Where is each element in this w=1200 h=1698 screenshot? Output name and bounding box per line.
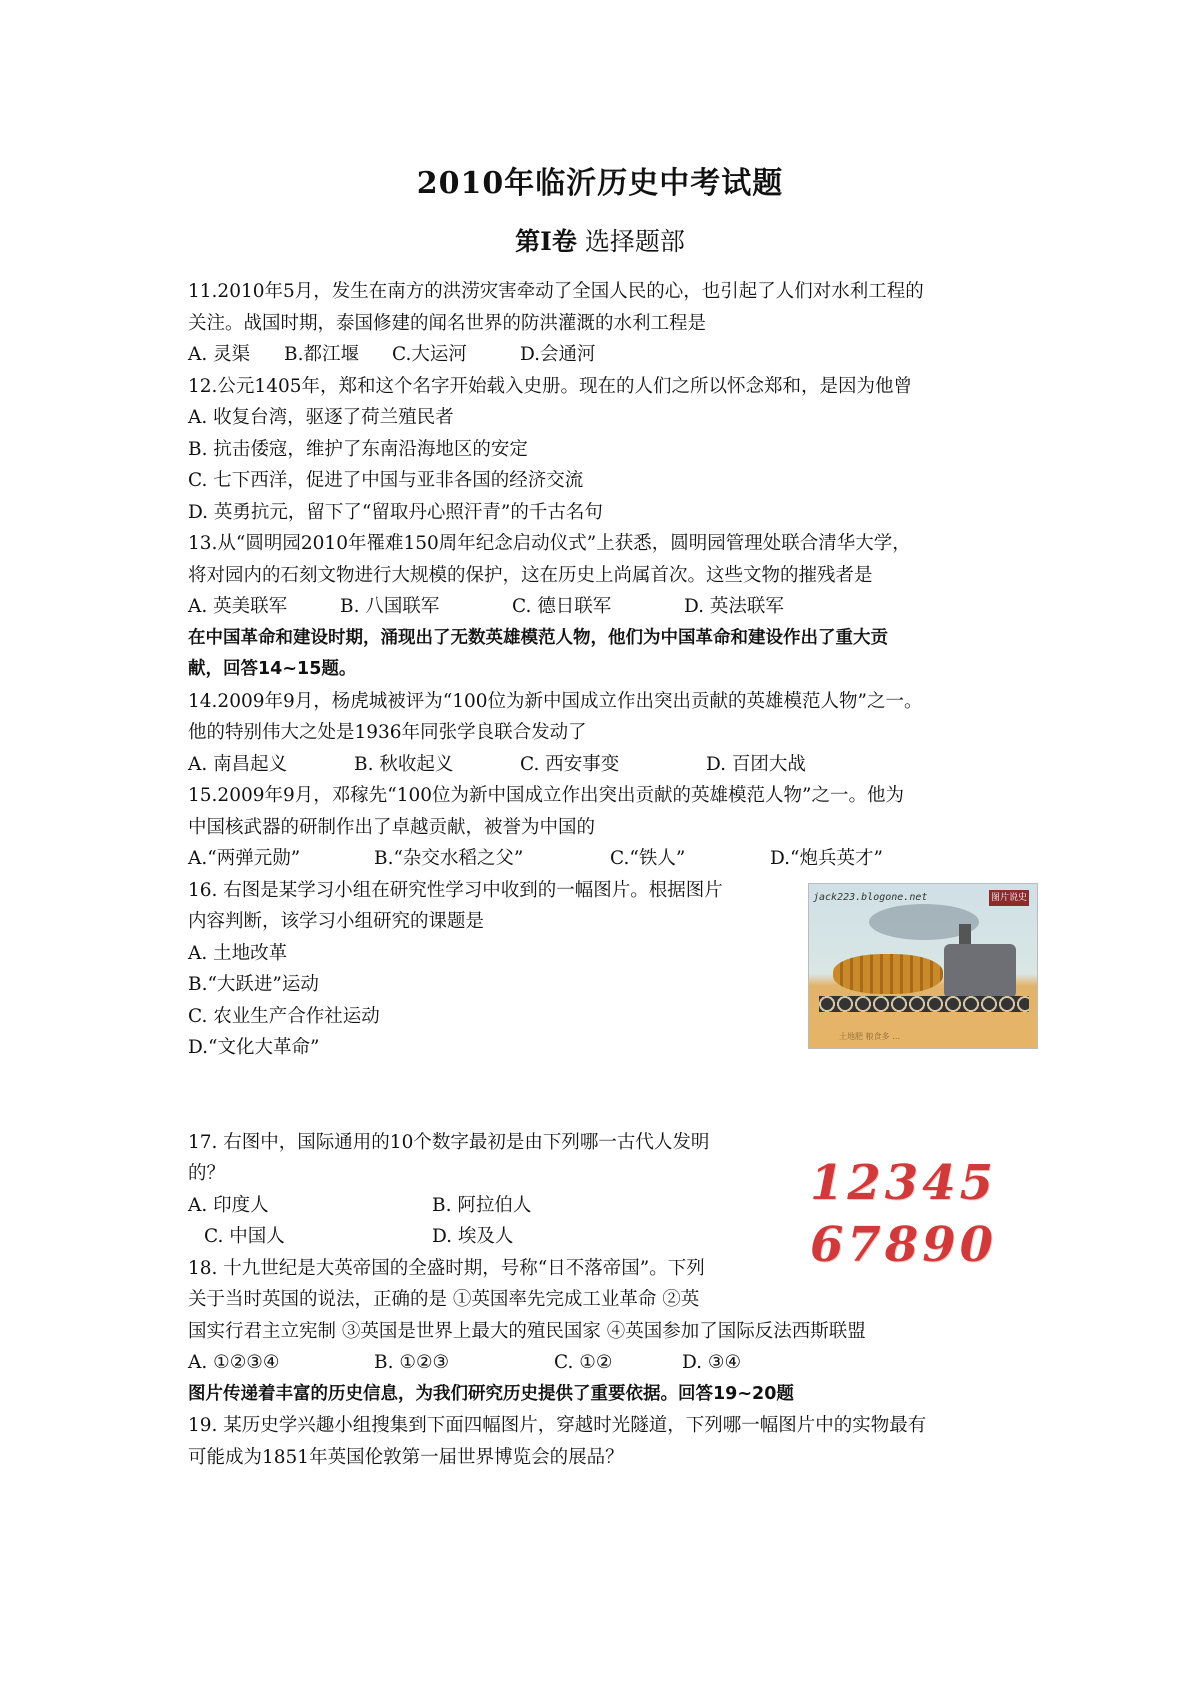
q17-option-b: B. 阿拉伯人 xyxy=(432,1194,532,1216)
q17-option-a: A. 印度人 xyxy=(188,1194,269,1216)
section-title xyxy=(0,222,1200,258)
q13-line-1: 13.从“圆明园2010年罹难150周年纪念启动仪式”上获悉，圆明园管理处联合清华大学， xyxy=(188,533,911,554)
stamp-badge: 图片说史 xyxy=(989,890,1029,906)
page-title: 2010年临沂历史中考试题 xyxy=(416,166,784,201)
q16-option-c: C. 农业生产合作社运动 xyxy=(188,1005,380,1027)
watermark-text: jack223.blogone.net xyxy=(813,892,928,903)
q15-option-c: C.“铁人” xyxy=(610,848,686,869)
q11-option-a: A. 灵渠 xyxy=(188,344,251,365)
q12-option-d: D. 英勇抗元，留下了“留取丹心照汗青”的千古名句 xyxy=(188,501,603,523)
section-label: 选择题部 xyxy=(576,227,685,256)
q14-option-a: A. 南昌起义 xyxy=(188,753,288,775)
giant-corn-car xyxy=(833,954,943,994)
wheels-shape xyxy=(819,996,1029,1012)
q16-option-a: A. 土地改革 xyxy=(188,942,288,964)
q17-picture-digits xyxy=(810,1152,1010,1282)
q15-option-a: A.“两弹元勋” xyxy=(188,848,301,869)
q16-line-1: 16. 右图是某学习小组在研究性学习中收到的一幅图片。根据图片 xyxy=(188,879,723,901)
q15-options xyxy=(188,843,1030,875)
q18-options xyxy=(188,1347,1030,1379)
intro-14-15-line-1: 在中国革命和建设时期，涌现出了无数英雄模范人物，他们为中国革命和建设作出了重大贡 xyxy=(188,627,888,648)
q14-options xyxy=(188,749,1030,781)
q11-option-b: B.都江堰 xyxy=(284,344,359,365)
q17-line-2: 的？ xyxy=(188,1163,226,1184)
poster-caption: 土地肥 粮食多 … xyxy=(839,1032,901,1041)
q11-option-d: D.会通河 xyxy=(520,344,596,365)
q15-option-d: D.“炮兵英才” xyxy=(770,848,883,869)
q19-line-1: 19. 某历史学兴趣小组搜集到下面四幅图片，穿越时光隧道，下列哪一幅图片中的实物最有 xyxy=(188,1415,927,1436)
q12-option-a: A. 收复台湾，驱逐了荷兰殖民者 xyxy=(188,407,454,428)
q17-line-1: 17. 右图中，国际通用的10个数字最初是由下列哪一古代人发明 xyxy=(188,1131,710,1153)
q16-line-2: 内容判断，该学习小组研究的课题是 xyxy=(188,911,485,932)
q13-option-b: B. 八国联军 xyxy=(340,596,440,617)
exam-content xyxy=(188,276,1030,1473)
q14-option-b: B. 秋收起义 xyxy=(354,753,454,775)
q18-line-2: 关于当时英国的说法，正确的是 ①英国率先完成工业革命 ②英 xyxy=(188,1289,700,1310)
q14-option-d: D. 百团大战 xyxy=(706,753,806,775)
q13-option-a: A. 英美联军 xyxy=(188,596,288,617)
q17-option-d: D. 埃及人 xyxy=(432,1226,514,1247)
q13-option-c: C. 德日联军 xyxy=(512,596,612,617)
intro-14-15-line-2: 献，回答14~15题。 xyxy=(188,659,357,679)
q18-option-c: C. ①② xyxy=(554,1352,613,1373)
section-number: 第Ⅰ卷 xyxy=(515,227,577,256)
q15-option-b: B.“杂交水稻之父” xyxy=(374,848,524,869)
blank-space xyxy=(188,1064,1030,1127)
q14-option-c: C. 西安事变 xyxy=(520,753,620,775)
q18-option-b: B. ①②③ xyxy=(374,1352,450,1373)
digits-row-1: 12345 xyxy=(810,1155,997,1211)
locomotive-shape xyxy=(944,944,1016,998)
q17-option-c: C. 中国人 xyxy=(204,1226,285,1247)
q15-line-2: 中国核武器的研制作出了卓越贡献，被誉为中国的 xyxy=(188,816,596,838)
q12-option-b: B. 抗击倭寇，维护了东南沿海地区的安定 xyxy=(188,438,528,460)
q11-option-c: C.大运河 xyxy=(392,344,467,365)
q16-option-d: D.“文化大革命” xyxy=(188,1037,320,1058)
q18-option-a: A. ①②③④ xyxy=(188,1352,280,1373)
q12-option-c: C. 七下西洋，促进了中国与亚非各国的经济交流 xyxy=(188,470,584,491)
q18-line-1: 18. 十九世纪是大英帝国的全盛时期，号称“日不落帝国”。下列 xyxy=(188,1257,705,1279)
q14-line-1: 14.2009年9月，杨虎城被评为“100位为新中国成立作出突出贡献的英雄模范人物”之一。 xyxy=(188,690,923,712)
q14-line-2: 他的特别伟大之处是1936年同张学良联合发动了 xyxy=(188,722,587,743)
intro-19-20: 图片传递着丰富的历史信息，为我们研究历史提供了重要依据。回答19~20题 xyxy=(188,1383,794,1404)
q15-line-1: 15.2009年9月，邓稼先“100位为新中国成立作出突出贡献的英雄模范人物”之一。他为 xyxy=(188,785,905,806)
q16-option-b: B.“大跃进”运动 xyxy=(188,974,319,995)
q19-line-2: 可能成为1851年英国伦敦第一届世界博览会的展品？ xyxy=(188,1446,624,1468)
q18-option-d: D. ③④ xyxy=(682,1352,742,1373)
q11-line-1: 11.2010年5月，发生在南方的洪涝灾害牵动了全国人民的心，也引起了人们对水利工程的 xyxy=(188,281,924,302)
q13-line-2: 将对园内的石刻文物进行大规模的保护，这在历史上尚属首次。这些文物的摧残者是 xyxy=(188,564,873,586)
q18-line-3: 国实行君主立宪制 ③英国是世界上最大的殖民国家 ④英国参加了国际反法西斯联盟 xyxy=(188,1320,866,1342)
q13-option-d: D. 英法联军 xyxy=(684,596,784,617)
q16-picture-train-poster xyxy=(808,883,1038,1049)
q11-options xyxy=(188,339,1030,371)
q12-line-1: 12.公元1405年，郑和这个名字开始载入史册。现在的人们之所以怀念郑和，是因为他曾 xyxy=(188,375,913,397)
digits-row-2: 67890 xyxy=(810,1217,997,1273)
q11-line-2: 关注。战国时期，泰国修建的闻名世界的防洪灌溉的水利工程是 xyxy=(188,312,707,334)
q13-options xyxy=(188,591,1030,623)
